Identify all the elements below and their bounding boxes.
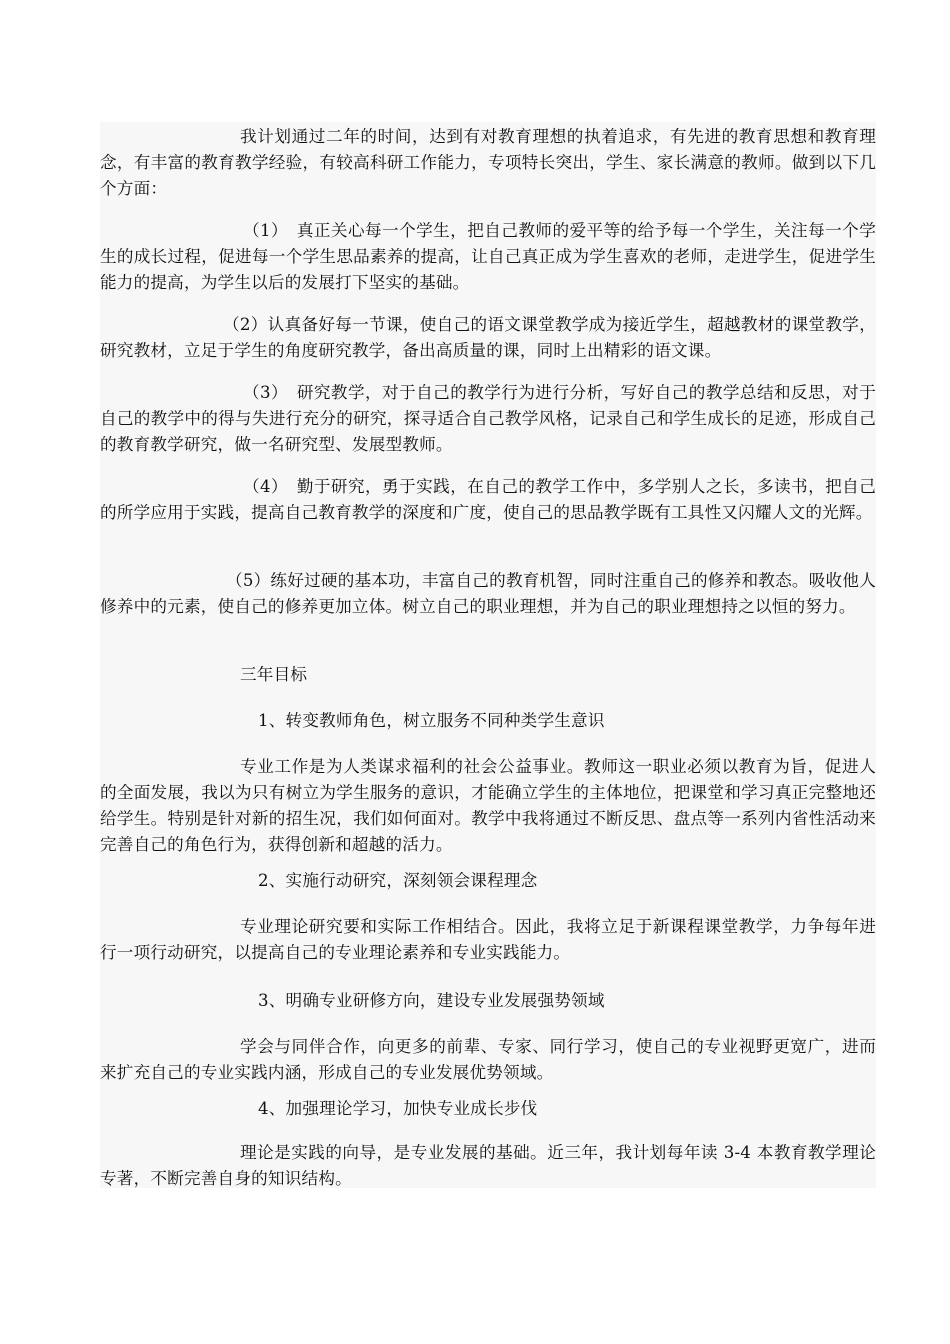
goal-paragraph-2: 专业理论研究要和实际工作相结合。因此，我将立足于新课程课堂教学，力争每年进行一项行动研究，以提高自己的专业理论素养和专业实践能力。 (100, 917, 876, 962)
paragraph-item-1: （1） 真正关心每一个学生，把自己教师的爱平等的给予每一个学生，关注每一个学生的成长过程，促进每一个学生思品素养的提高，让自己真正成为学生喜欢的老师，走进学生，促进学生能力的提高，为学生以后的发展打下坚实的基础。 (100, 221, 876, 292)
paragraph-item-5: （5）练好过硬的基本功，丰富自己的教育机智，同时注重自己的修养和教态。吸收他人修养中的元素，使自己的修养更加立体。树立自己的职业理想，并为自己的职业理想持之以恒的努力。 (100, 571, 876, 616)
goal-heading-1: 1、转变教师角色，树立服务不同种类学生意识 (258, 711, 605, 730)
paragraph-item-4: （4） 勤于研究，勇于实践，在自己的教学工作中，多学别人之长，多读书，把自己的所学应用于实践，提高自己教育教学的深度和广度，使自己的思品教学既有工具性又闪耀人文的光辉。 (100, 477, 876, 522)
section-heading: 三年目标 (240, 665, 308, 684)
goal-paragraph-1: 专业工作是为人类谋求福利的社会公益事业。教师这一职业必须以教育为旨，促进人的全面发展，我以为只有树立为学生服务的意识，才能确立学生的主体地位，把课堂和学习真正完整地还给学生。特别是针对新的招生况，我们如何面对。教学中我将通过不断反思、盘点等一系列内省性活动来完善自己的角色行为，获得创新和超越的活力。 (100, 757, 876, 854)
goal-heading-3: 3、明确专业研修方向，建设专业发展强势领域 (258, 991, 605, 1010)
paragraph-item-3: （3） 研究教学，对于自己的教学行为进行分析，写好自己的教学总结和反思，对于自己的教学中的得与失进行充分的研究，探寻适合自己教学风格，记录自己和学生成长的足迹，形成自己的教育教学研究，做一名研究型、发展型教师。 (100, 383, 876, 454)
paragraph-item-2: （2）认真备好每一节课，使自己的语文课堂教学成为接近学生，超越教材的课堂教学，研究教材，立足于学生的角度研究教学，备出高质量的课，同时上出精彩的语文课。 (100, 315, 876, 360)
goal-paragraph-4: 理论是实践的向导，是专业发展的基础。近三年，我计划每年读 3-4 本教育教学理论专著，不断完善自身的知识结构。 (100, 1143, 876, 1188)
goal-paragraph-3: 学会与同伴合作，向更多的前辈、专家、同行学习，使自己的专业视野更宽广，进而来扩充自己的专业实践内涵，形成自己的专业发展优势领域。 (100, 1037, 876, 1082)
goal-heading-4: 4、加强理论学习，加快专业成长步伐 (258, 1099, 538, 1118)
goal-heading-2: 2、实施行动研究，深刻领会课程理念 (258, 871, 538, 890)
document-body (100, 122, 876, 1188)
paragraph-intro: 我计划通过二年的时间，达到有对教育理想的执着追求，有先进的教育思想和教育理念，有丰富的教育教学经验，有较高科研工作能力，专项特长突出，学生、家长满意的教师。做到以下几个方面： (100, 127, 876, 198)
